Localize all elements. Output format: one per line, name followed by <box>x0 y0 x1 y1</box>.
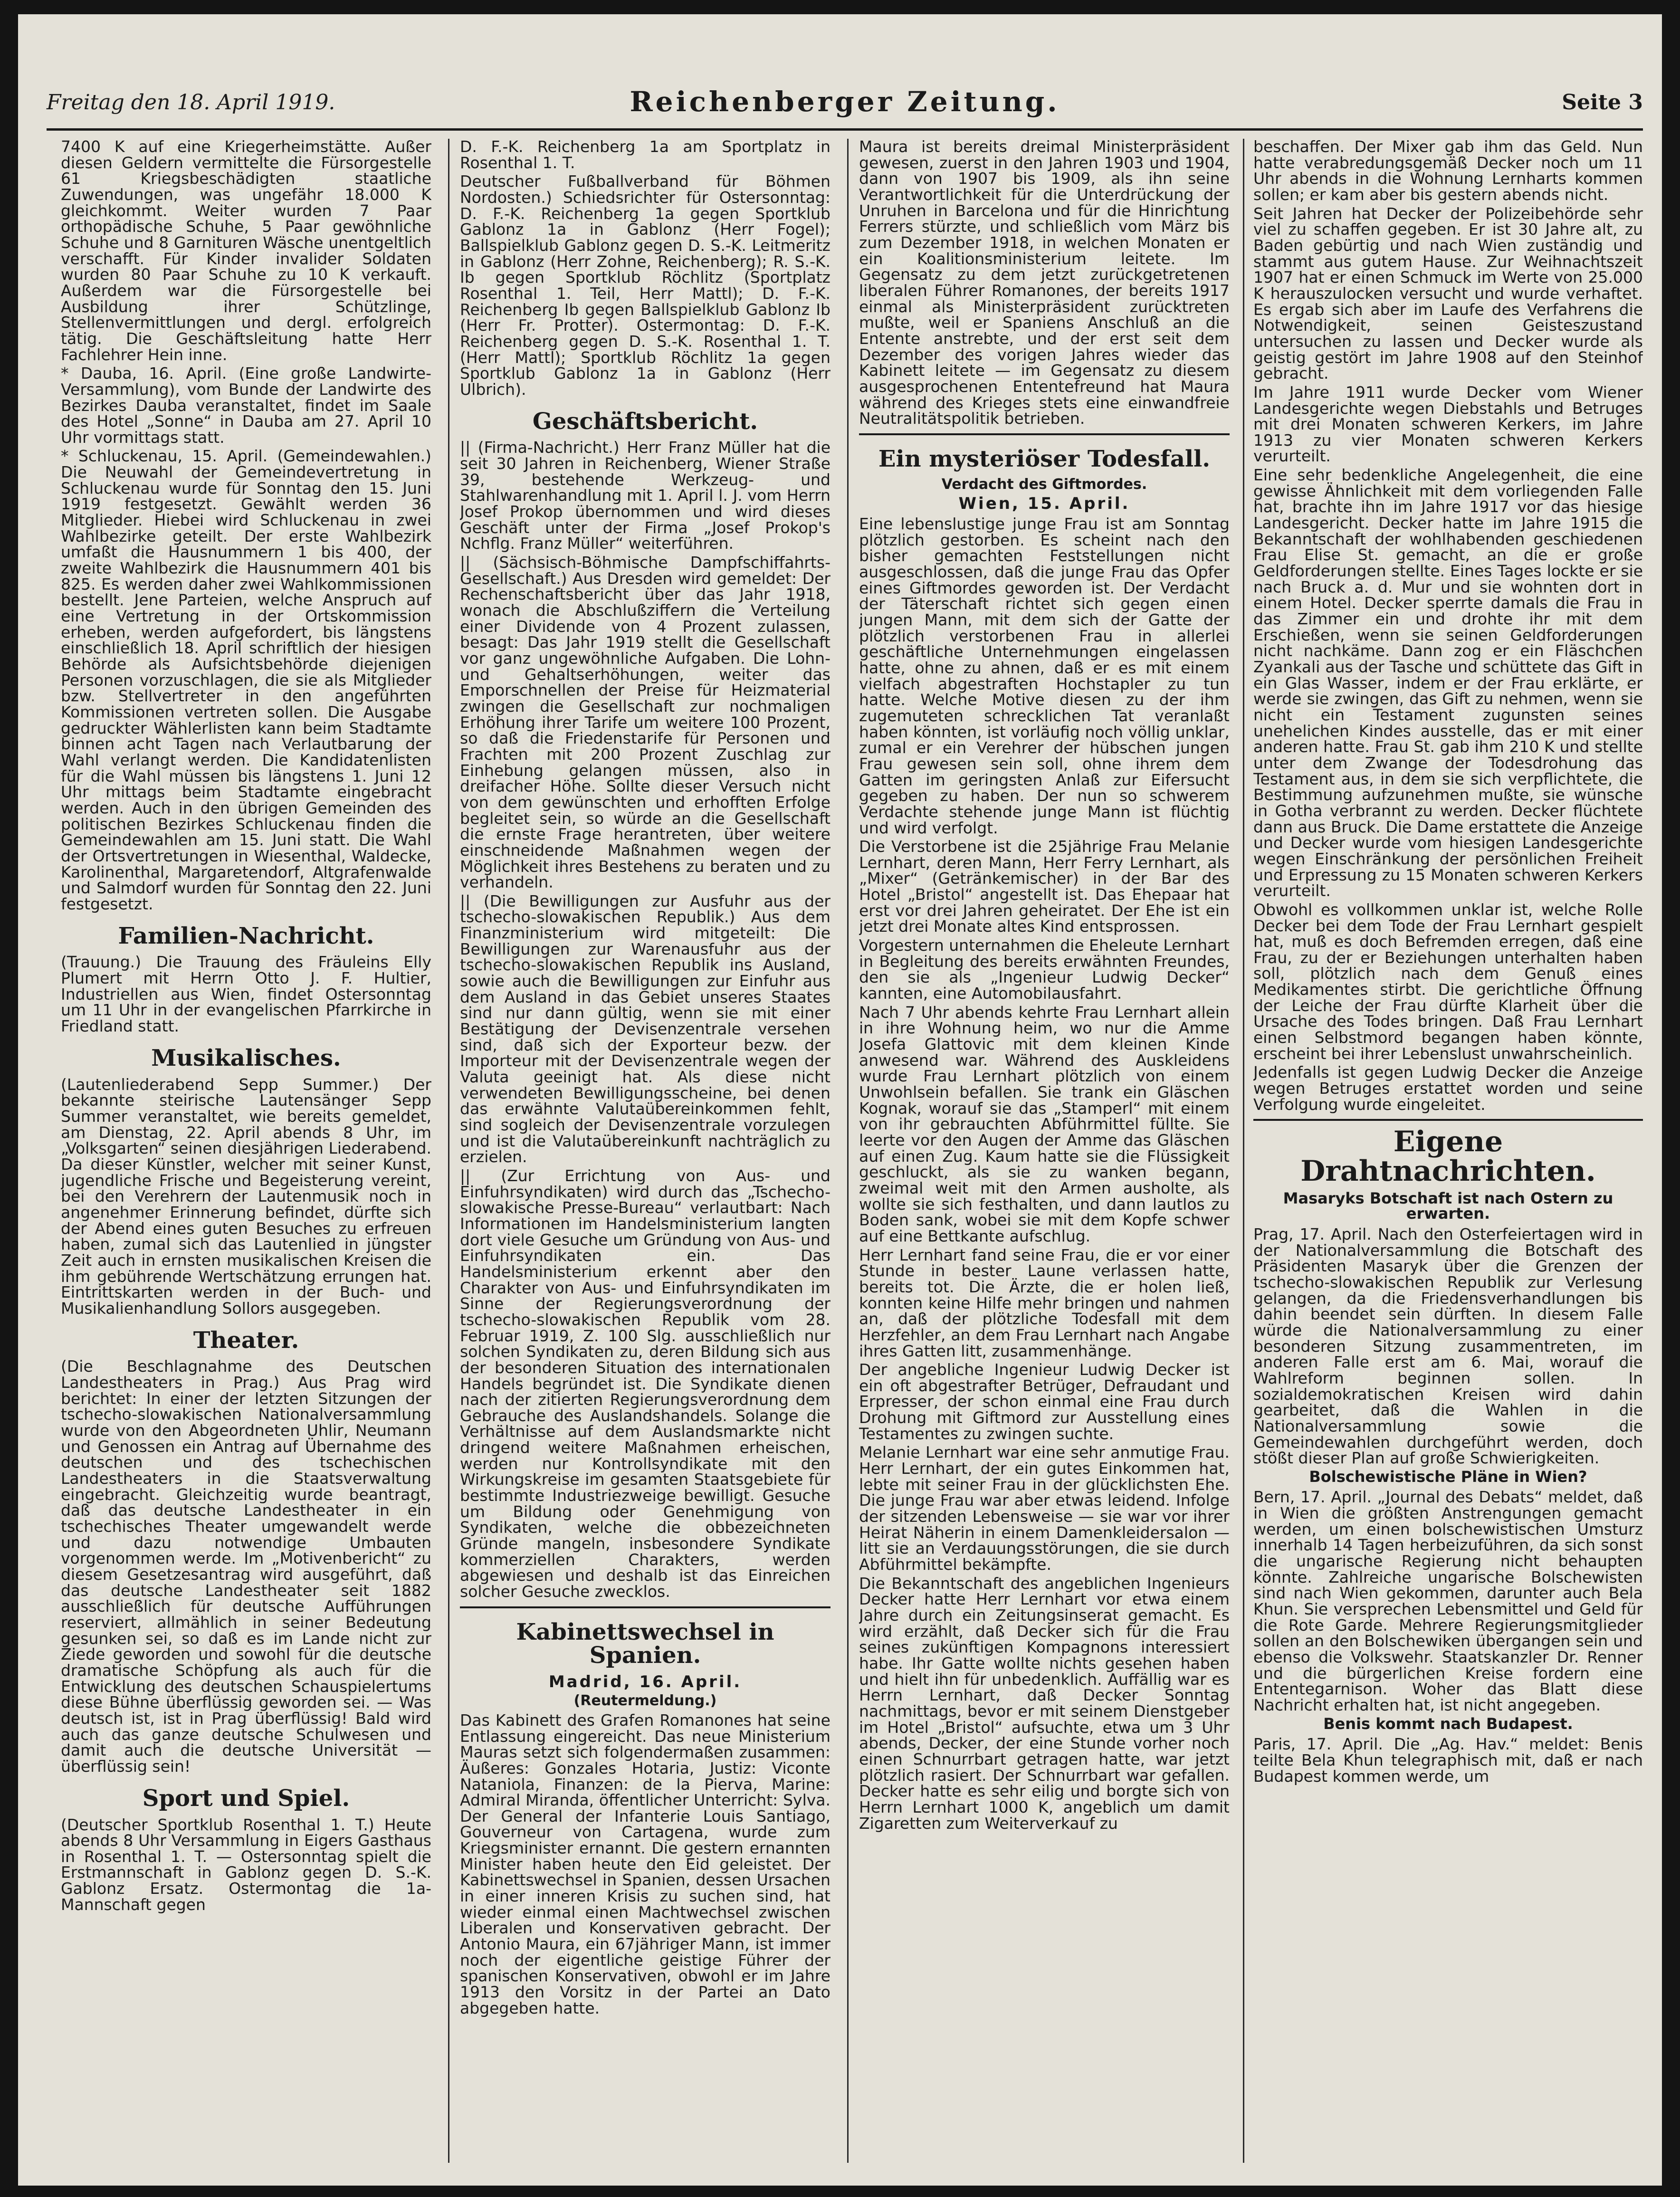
article-paragraph: Seit Jahren hat Decker der Polizeibehörde sehr viel zu schaffen gegeben. Er ist 30 Jahre alt, zu Baden gebürtig und nach Wien zuständig und stammt aus gutem Hause. Zur Weihnachtszeit 1907 hat er einen Schmuck im Werte von 25.000 K herauszulocken versucht und wurde verhaftet. Es ergab sich aber im Laufe des Verfahrens die Notwendigkeit, seinen Geisteszustand untersuchen zu lassen und Decker wurde als geistig gestört im Jahre 1908 auf den Steinhof gebracht. <box>1253 204 1643 383</box>
header-date: Freitag den 18. April 1919. <box>47 90 335 115</box>
article-paragraph: Im Jahre 1911 wurde Decker vom Wiener Landesgerichte wegen Diebstahls und Betruges mit drei Monaten schweren Kerkers, im Jahre 1913 zu vier Monaten schweren Kerkers verurteilt. <box>1253 382 1643 466</box>
column-2 <box>460 139 830 2172</box>
article-paragraph: Jedenfalls ist gegen Ludwig Decker die Anzeige wegen Betruges erstattet worden und seine Verfolgung wurde eingeleitet. <box>1253 1063 1643 1114</box>
article-paragraph: D. F.-K. Reichenberg 1a am Sportplatz in Rosenthal 1. T. <box>460 139 830 172</box>
article-paragraph: Eine sehr bedenkliche Angelegenheit, die eine gewisse Ähnlichkeit mit dem vorliegenden Falle hat, brachte ihn im Jahre 1917 vor das hiesige Landesgericht. Decker hatte im Jahre 1915 die Bekanntschaft der wohlhabenden geschiedenen Frau Elise St. gemacht, an die er große Geldforderungen stellte. Eines Tages lockte er sie nach Bruck a. d. Mur und sie wohnten dort in einem Hotel. Decker sperrte damals die Frau in das Zimmer ein und drohte ihr mit dem Erschießen, wenn sie seinen Geldforderungen nicht nachkäme. Dann zog er ein Fläschchen Zyankali aus der Tasche und schüttete das Gift in ein Glas Wasser, indem er der Frau erklärte, er werde sie zwingen, das Gift zu nehmen, wenn sie nicht ein Testament zugunsten seines unehelichen Kindes ausstelle, das er mit einer anderen hatte. Frau St. gab ihm 210 K und stellte unter dem Zwange der Todesdrohung das Testament aus, in dem sie sich verpflichtete, die Bestimmung aufzunehmen mußte, sie wünsche in Gotha verbrannt zu werden. Decker flüchtete dann aus Bruck. Die Dame erstattete die Anzeige und Decker wurde vom hiesigen Landesgerichte wegen Einschränkung der persönlichen Freiheit und Erpressung zu 15 Monaten schweren Kerkers verurteilt. <box>1253 466 1643 900</box>
column-1 <box>61 139 431 2172</box>
article-paragraph: Das Kabinett des Grafen Romanones hat seine Entlassung eingereicht. Das neue Ministerium Mauras setzt sich folgendermaßen zusammen: Äußeres: Gonzales Hotaria, Justiz: Viconte Nataniola, Finanzen: de la Pierva, Marine: Admiral Miranda, öffentlicher Unterricht: Sylva. Der General der Infanterie Louis Santiago, Gouverneur von Cartagena, wurde zum Kriegsminister ernannt. Die gestern ernannten Minister haben heute den Eid geleistet. Der Kabinettswechsel in Spanien, dessen Ursachen in einer inneren Krisis zu suchen sind, hat wieder einmal einen Machtwechsel zwischen Liberalen und Konservativen gebracht. Der Antonio Maura, ein 67jähriger Mann, ist immer noch der eigentliche geistige Führer der spanischen Konservativen, obwohl er im Jahre 1913 den Vorsitz in der Partei an Dato abgegeben hatte. <box>460 1710 830 2017</box>
article-paragraph: (Lautenliederabend Sepp Summer.) Der bekannte steirische Lautensänger Sepp Summer veranstaltet, wie bereits gemeldet, am Dienstag, 22. April abends 8 Uhr, im „Volksgarten“ seinen diesjährigen Liederabend. Da dieser Künstler, welcher mit seiner Kunst, jugendliche Frische und Begeisterung vereint, bei den Verehrern der Lautenmusik noch in angenehmer Erinnerung befindet, dürfte sich der Abend eines guten Besuches zu erfreuen haben, zumal sich das Lautenlied in jüngster Zeit auch in ernsten musikalischen Kreisen die ihm gebührende Wertschätzung errungen hat. Eintrittskarten werden in der Buch- und Musikalienhandlung Sollors ausgegeben. <box>61 1075 431 1318</box>
sub-heading: Verdacht des Giftmordes. <box>941 476 1147 493</box>
section-rule <box>460 1606 830 1608</box>
article-paragraph: Deutscher Fußballverband für Böhmen Nordosten.) Schiedsrichter für Ostersonntag: D. F.-K. Reichenberg 1a gegen Sportklub Gablonz 1a in Gablonz (Herr Fogel); Ballspielklub Gablonz gegen D. S.-K. Leitmeritz in Gablonz (Herr Zohne, Reichenberg); R. S.-K. Ib gegen Sportklub Röchlitz (Sportplatz Rosenthal 1. Teil, Herr Mattl); D. F.-K. Reichenberg Ib gegen Ballspielklub Gablonz Ib (Herr Fr. Protter). Ostermontag: D. F.-K. Reichenberg gegen D. S.-K. Rosenthal 1. T. (Herr Mattl); Sportklub Röchlitz 1a gegen Sportklub Gablonz 1a in Gablonz (Herr Ulbrich). <box>460 172 830 399</box>
section-rule <box>1253 1119 1643 1121</box>
sub-heading: Masaryks Botschaft ist nach Ostern zu erwarten. <box>1283 1189 1613 1223</box>
article-paragraph: || (Zur Errichtung von Aus- und Einfuhrsyndikaten) wird durch das „Tschecho-slowakische Presse-Bureau“ verlautbart: Nach Informationen im Handelsministerium langten dort viele Gesuche um Gründung von Aus- und Einfuhrsyndikaten ein. Das Handelsministerium erkennt aber den Charakter von Aus- und Einfuhrsyndikaten im Sinne der Regierungsverordnung der tschecho-slowakischen Republik vom 28. Februar 1919, Z. 100 Slg. ausschließlich nur solchen Syndikaten zu, deren Bildung sich aus der besonderen Situation des internationalen Handels begründet ist. Die Syndikate dienen nach der zitierten Regierungsverordnung dem Gebrauche des Auslandshandels. Solange die Verhältnisse auf dem Auslandsmarkte nicht dringend weitere Maßnahmen erheischen, werden nur Kontrollsyndikate mit den Wirkungskreise im gesamten Staatsgebiete für bestimmte Industriezweige bewilligt. Gesuche um Bildung oder Genehmigung von Syndikaten, welche die obbezeichneten Gründe mangeln, insbesondere Syndikate kommerziellen Charakters, werden abgewiesen und deshalb ist das Einreichen solcher Gesuche zwecklos. <box>460 1166 830 1601</box>
column-divider <box>1243 139 1244 2163</box>
column-divider <box>448 139 449 2163</box>
section-rule <box>859 433 1230 435</box>
dateline: Wien, 15. April. <box>958 494 1130 514</box>
article-paragraph: Herr Lernhart fand seine Frau, die er vor einer Stunde in bester Laune verlassen hatte, bereits tot. Die Ärzte, die er holen ließ, konnten keine Hilfe mehr bringen und nahmen an, daß der plötzliche Todesfall mit dem Herzfehler, an dem Frau Lernhart nach Angabe ihres Gatten litt, zusammenhänge. <box>859 1245 1230 1360</box>
column-divider <box>847 139 849 2163</box>
article-paragraph: Der angebliche Ingenieur Ludwig Decker ist ein oft abgestrafter Betrüger, Defraudant und Erpresser, der schon einmal eine Frau durch Drohung mit Giftmord zur Ausstellung eines Testamentes zu zwingen suchte. <box>859 1360 1230 1443</box>
section-heading: Ein mysteriöser Todesfall. <box>878 445 1211 472</box>
article-paragraph: (Deutscher Sportklub Rosenthal 1. T.) Heute abends 8 Uhr Versammlung in Eigers Gasthaus in Rosenthal 1. T. — Ostersonntag spielt die Erstmannschaft in Gablonz gegen D. S.-K. Gablonz Ersatz. Ostermontag die 1a-Mannschaft gegen <box>61 1815 431 1914</box>
article-paragraph: Die Bekanntschaft des angeblichen Ingenieurs Decker hatte Herr Lernhart vor etwa einem Jahre durch ein Zeitungsinserat gemacht. Es wird erzählt, daß Decker sich für die Frau seines zukünftigen Kompagnons interessiert habe. Ihr Gatte wollte nichts gesehen haben und hielt ihn für unbedenklich. Auffällig war es Herrn Lernhart, daß Decker Sonntag nachmittags, bevor er mit seinem Dienstgeber im Hotel „Bristol“ aufsuchte, etwa um 3 Uhr abends, Decker, der eine Stunde vorher noch einen Schnurrbart getragen hatte, war jetzt plötzlich rasiert. Der Schnurrbart war gefallen. Decker hatte es sehr eilig und borgte sich von Herrn Lernhart 1000 K, angeblich um damit Zigaretten zum Weiterverkauf zu <box>859 1574 1230 1833</box>
section-heading: Familien-Nachricht. <box>118 922 374 949</box>
article-paragraph: Maura ist bereits dreimal Ministerpräsident gewesen, zuerst in den Jahren 1903 und 1904, dann von 1907 bis 1909, als ihn seine Verantwortlichkeit für die Unterdrückung der Unruhen in Barcelona und für die Hinrichtung Ferrers stürzte, und schließlich vom März bis zum Dezember 1918, in welchen Monaten er ein Koalitionsministerium leitete. Im Gegensatz zu dem jetzt zurückgetretenen liberalen Führer Romanones, der bereits 1917 einmal als Ministerpräsident zurücktreten mußte, weil er Spaniens Anschluß an die Entente anstrebte, und der erst seit dem Dezember des vorigen Jahres wieder das Kabinett leitete — im Gegensatz zu diesem ausgesprochenen Ententefreund hat Maura während des Krieges stets eine einwandfreie Neutralitätspolitik betrieben. <box>859 139 1230 428</box>
page-number: Seite 3 <box>1562 90 1643 115</box>
news-source: (Reutermeldung.) <box>573 1692 717 1710</box>
article-paragraph: Paris, 17. April. Die „Ag. Hav.“ meldet: Benis teilte Bela Khun telegraphisch mit, daß er nach Budapest kommen werde, um <box>1253 1735 1643 1786</box>
article-paragraph: || (Sächsisch-Böhmische Dampfschiffahrts-Gesellschaft.) Aus Dresden wird gemeldet: Der Rechenschaftsbericht über das Jahr 1918, wonach die Abschlußziffern die Verteilung einer Dividende von 4 Prozent zulassen, besagt: Das Jahr 1919 stellt die Gesellschaft vor ganz ungewöhnliche Aufgaben. Die Lohn- und Gehaltserhöhungen, weiter das Emporschnellen der Preise für Heizmaterial zwingen die Gesellschaft zur nochmaligen Erhöhung ihrer Tarife um weitere 100 Prozent, so daß die Friedenstarife für Personen und Frachten mit 200 Prozent Zuschlag zur Einhebung gelangen müssen, also in dreifacher Höhe. Sollte dieser Versuch nicht von dem gewünschten und erhofften Erfolge begleitet sein, so würde an die Gesellschaft die ernste Frage herantreten, über weitere einschneidende Maßnahmen wegen der Möglichkeit ihres Bestehens zu beraten und zu verhandeln. <box>460 553 830 892</box>
sub-heading: Benis kommt nach Budapest. <box>1323 1714 1573 1733</box>
article-paragraph: 7400 K auf eine Kriegerheimstätte. Außer diesen Geldern vermittelte die Fürsorgestelle 61 Kriegsbeschädigten staatliche Zuwendungen, was ungefähr 18.000 K gleichkommt. Weiter wurden 7 Paar orthopädische Schuhe, 5 Paar gewöhnliche Schuhe und 8 Garnituren Wäsche unentgeltlich verschafft. Für Kinder invalider Soldaten wurden 80 Paar Schuhe zu 10 K verkauft. Außerdem war die Fürsorgestelle bei Ausbildung ihrer Schützlinge, Stellenvermittlungen und dergl. erfolgreich tätig. Die Geschäftsleitung hatte Herr Fachlehrer Hein inne. <box>61 139 431 364</box>
article-paragraph: Melanie Lernhart war eine sehr anmutige Frau. Herr Lernhart, der ein gutes Einkommen hat, lebte mit seiner Frau in der glücklichsten Ehe. Die junge Frau war aber etwas leidend. Infolge der sitzenden Lebensweise — sie war vor ihrer Heirat Näherin in einem Damenkleidersalon — litt sie an Verdauungsstörungen, die sie durch Abführmittel bekämpfte. <box>859 1443 1230 1574</box>
article-paragraph: Vorgestern unternahmen die Eheleute Lernhart in Begleitung des bereits erwähnten Freundes, den sie als „Ingenieur Ludwig Decker“ kannten, eine Automobilausfahrt. <box>859 936 1230 1003</box>
column-4 <box>1253 139 1643 2172</box>
section-heading: Musikalisches. <box>151 1044 341 1071</box>
newspaper-page <box>18 14 1662 2186</box>
section-heading: Eigene Drahtnachrichten. <box>1300 1125 1596 1188</box>
dateline: Madrid, 16. April. <box>548 1672 742 1691</box>
article-paragraph: * Schluckenau, 15. April. (Gemeindewahlen.) Die Neuwahl der Gemeindevertretung in Schluckenau wurde für Sonntag den 15. Juni 1919 festgesetzt. Gewählt werden 36 Mitglieder. Hiebei wird Schluckenau in zwei Wahlbezirke geteilt. Der erste Wahlbezirk umfaßt die Hausnummern 1 bis 400, der zweite Wahlbezirk die Hausnummern 401 bis 825. Es werden daher zwei Wahlkommissionen bestellt. Jene Parteien, welche Anspruch auf eine Vertretung in der Ortskommission erheben, werden aufgefordert, bis längstens einschließlich 18. April schriftlich der hiesigen Behörde als Aufsichtsbehörde diejenigen Personen vorzuschlagen, die sie als Mitglieder bzw. Stellvertreter in den angeführten Kommissionen vertreten sollen. Die Ausgabe gedruckter Wählerlisten kann beim Stadtamte binnen acht Tagen nach Verlautbarung der Wahl verlangt werden. Die Kandidatenlisten für die Wahl müssen bis längstens 1. Juni 12 Uhr mittags beim Stadtamte eingebracht werden. Auch in den übrigen Gemeinden des politischen Bezirkes Schluckenau finden die Gemeindewahlen am 15. Juni statt. Die Wahl der Ortsvertretungen in Wiesenthal, Waldecke, Karolinenthal, Margaretendorf, Altgrafenwalde und Salmdorf wurden für Sonntag den 22. Juni festgesetzt. <box>61 447 431 913</box>
article-paragraph: Eine lebenslustige junge Frau ist am Sonntag plötzlich gestorben. Es scheint nach den bisher gemachten Feststellungen nicht ausgeschlossen, daß die junge Frau das Opfer eines Giftmordes geworden ist. Der Verdacht der Täterschaft richtet sich gegen einen jungen Mann, mit dem sich der Gatte der plötzlich verstorbenen Frau in allerlei geschäftliche Unternehmungen eingelassen hatte, ohne zu ahnen, daß er es mit einem vielfach abgestraften Hochstapler zu tun hatte. Welche Motive diesen zu der ihm zugemuteten schrecklichen Tat veranlaßt haben könnten, ist vorläufig noch völlig unklar, zumal er ein Verehrer der hübschen jungen Frau gewesen sein soll, ohne ihrem dem Gatten im geringsten Anlaß zur Eifersucht gegeben zu haben. Der nun so schwerem Verdachte stehende junge Mann ist flüchtig und wird verfolgt. <box>859 515 1230 837</box>
newspaper-title: Reichenberger Zeitung. <box>630 86 1060 118</box>
article-paragraph: || (Firma-Nachricht.) Herr Franz Müller hat die seit 30 Jahren in Reichenberg, Wiener Straße 39, bestehende Werkzeug- und Stahlwarenhandlung mit 1. April l. J. vom Herrn Josef Prokop übernommen und wird dieses Geschäft unter der Firma „Josef Prokop's Nchflg. Franz Müller“ weiterführen. <box>460 438 830 553</box>
section-heading: Sport und Spiel. <box>142 1785 350 1812</box>
article-paragraph: || (Die Bewilligungen zur Ausfuhr aus der tschecho-slowakischen Republik.) Aus dem Finanzministerium wird mitgeteilt: Die Bewilligungen zur Warenausfuhr aus der tschecho-slowakischen Republik ins Ausland, sowie auch die Bewilligungen zur Einfuhr aus dem Ausland in das Gebiet unseres Staates sind nur dann gültig, wenn sie mit einer Bestätigung der Devisenzentrale versehen sind, daß sich der Exporteur bezw. der Importeur mit der Devisenzentrale wegen der Valuta geeinigt hat. Als diese nicht verwendeten Bewilligungsscheine, bei denen das erwähnte Valutaübereinkommen fehlt, sind sogleich der Devisenzentrale vorzulegen und ist die Valutaübereinkunft nachträglich zu erzielen. <box>460 891 830 1166</box>
header-rule <box>47 128 1643 131</box>
article-paragraph: Obwohl es vollkommen unklar ist, welche Rolle Decker bei dem Tode der Frau Lernhart gespielt hat, muß es doch Befremden erregen, daß eine Frau, zu der er Beziehungen unterhalten haben soll, plötzlich nach dem Genuß eines Medikamentes stirbt. Die gerichtliche Öffnung der Leiche der Frau dürfte Klarheit über die Ursache des Todes bringen. Daß Frau Lernhart einen Selbstmord begangen haben könnte, erscheint bei ihrer Lebenslust unwahrscheinlich. <box>1253 900 1643 1063</box>
article-paragraph: * Dauba, 16. April. (Eine große Landwirte-Versammlung), vom Bunde der Landwirte des Bezirkes Dauba veranstaltet, findet im Saale des Hotel „Sonne“ in Dauba am 27. April 10 Uhr vormittags statt. <box>61 364 431 447</box>
article-paragraph: Bern, 17. April. „Journal des Debats“ meldet, daß in Wien die größten Anstrengungen gemacht werden, um einen bolschewistischen Umsturz innerhalb 14 Tagen herbeizuführen, da sich sonst die ungarische Regierung nicht behaupten könnte. Zahlreiche ungarische Bolschewisten sind nach Wien gekommen, darunter auch Bela Khun. Sie versprechen Lebensmittel und Geld für die Rote Garde. Mehrere Regierungsmitglieder sollen an den Bolschewiken übergangen sein und ebenso die Volkswehr. Staatskanzler Dr. Renner und die bürgerlichen Kreise fordern eine Ententegarnison. Woher das Blatt diese Nachricht erhalten hat, ist nicht angegeben. <box>1253 1488 1643 1714</box>
article-paragraph: (Die Beschlagnahme des Deutschen Landestheaters in Prag.) Aus Prag wird berichtet: In einer der letzten Sitzungen der tschecho-slowakischen Nationalversammlung wurde von den Abgeordneten Uhlir, Neumann und Genossen ein Antrag auf Übernahme des deutschen und des tschechischen Landestheaters in die Staatsverwaltung eingebracht. Gleichzeitig wurde beantragt, daß das deutsche Landestheater in ein tschechisches Theater umgewandelt werde und dazu notwendige Umbauten vorgenommen werde. Im „Motivenbericht“ zu diesem Gesetzesantrag wird ausgeführt, daß das deutsche Landestheater seit 1882 ausschließlich für deutsche Aufführungen reserviert, allmählich in seiner Bedeutung gesunken sei, so daß es im Lande nicht zur Ziede geworden und sowohl für die deutsche dramatische Schöpfung als auch für die Entwicklung des deutschen Schauspielertums diese Bühne überflüssig geworden sei. — Was deutsch ist, ist in Prag überflüssig! Bald wird auch das ganze deutsche Schulwesen und damit auch die deutsche Universität — überflüssig sein! <box>61 1357 431 1776</box>
page-header <box>47 86 1643 124</box>
article-paragraph: Die Verstorbene ist die 25jährige Frau Melanie Lernhart, deren Mann, Herr Ferry Lernhart, als „Mixer“ (Getränkemischer) in der Bar des Hotel „Bristol“ angestellt ist. Das Ehepaar hat erst vor drei Jahren geheiratet. Der Ehe ist ein jetzt drei Monate altes Kind entsprossen. <box>859 837 1230 936</box>
article-paragraph: beschaffen. Der Mixer gab ihm das Geld. Nun hatte verabredungsgemäß Decker noch um 11 Uhr abends in die Wohnung Lernharts kommen sollen; er kam aber bis gestern abends nicht. <box>1253 139 1643 204</box>
section-heading: Geschäftsbericht. <box>532 408 758 435</box>
article-paragraph: (Trauung.) Die Trauung des Fräuleins Elly Plumert mit Herrn Otto J. F. Hultier, Industriellen aus Wien, findet Ostersonntag um 11 Uhr in der evangelischen Pfarrkirche in Friedland statt. <box>61 953 431 1036</box>
article-paragraph: Nach 7 Uhr abends kehrte Frau Lernhart allein in ihre Wohnung heim, wo nur die Amme Josefa Glattovic mit dem kleinen Kinde anwesend war. Während des Auskleidens wurde Frau Lernhart plötzlich von einem Unwohlsein befallen. Sie trank ein Gläschen Kognak, worauf sie das „Stamperl“ mit einem von ihr gebrauchten Abführmittel füllte. Sie leerte vor den Augen der Amme das Gläschen auf einen Zug. Kaum hatte sie die Flüssigkeit geschluckt, als sie zu wanken begann, zweimal weit mit den Armen ausholte, als wollte sie sich festhalten, und dann lautlos zu Boden sank, wobei sie mit dem Kopfe schwer auf eine Bettkante aufschlug. <box>859 1003 1230 1245</box>
section-heading: Kabinettswechsel in Spanien. <box>516 1618 774 1669</box>
section-heading: Theater. <box>193 1327 299 1354</box>
column-3 <box>859 139 1230 2172</box>
article-paragraph: Prag, 17. April. Nach den Osterfeiertagen wird in der Nationalversammlung die Botschaft des Präsidenten Masaryk über die Grenzen der tschecho-slowakischen Republik zur Verlesung gelangen, da die Friedensverhandlungen bis dahin beendet sein dürften. In diesem Falle würde die Nationalversammlung zu einer besonderen Sitzung zusammentreten, im anderen Falle erst am 6. Mai, worauf die Wahlreform beginnen sollen. In sozialdemokratischen Kreisen wird dahin gearbeitet, daß die Wahlen in die Nationalversammlung sowie die Gemeindewahlen durchgeführt werden, doch stößt dieser Plan auf große Schwierigkeiten. <box>1253 1225 1643 1468</box>
sub-heading: Bolschewistische Pläne in Wien? <box>1309 1467 1587 1486</box>
